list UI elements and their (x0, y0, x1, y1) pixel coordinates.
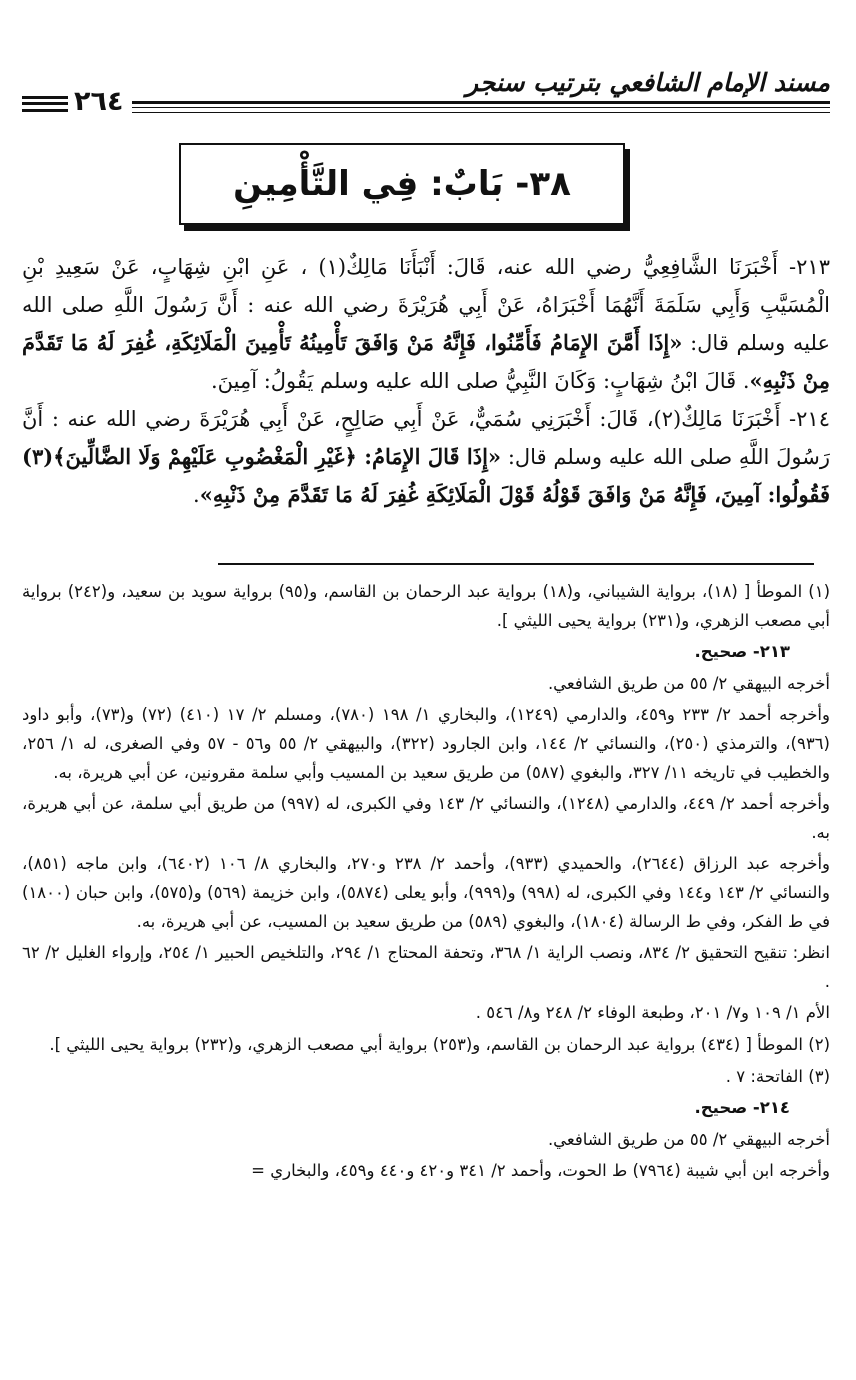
umm-reference: الأم ١/ ١٠٩ و٧/ ٢٠١، وطبعة الوفاء ٢/ ٢٤٨ و٨/ ٥٤٦ . (475, 1003, 830, 1023)
takhrij-214-1: أخرجه البيهقي ٢/ ٥٥ من طريق الشافعي. (547, 1129, 830, 1149)
references-213: انظر: تنقيح التحقيق ٢/ ٨٣٤، ونصب الراية ١/ ٣٦٨، وتحفة المحتاج ١/ ٢٩٤، والتلخيص الحبير ١/ ٢٥٤، وإرواء الغليل ٢/ ٦٢ . (22, 943, 830, 991)
takhrij-213-4: وأخرجه عبد الرزاق (٢٦٤٤)، والحميدي (٩٣٣)، وأحمد ٢/ ٢٣٨ و٢٧٠، والبخاري ٨/ ١٠٦ (٦٤٠٢)، وابن ماجه (٨٥١)، والنسائي ٢/ ١٤٣ و١٤٤ وفي الكبرى، له (٩٩٨) و(٩٩٩)، وأبو يعلى (٥٨٧٤)، وابن خزيمة (٥٦٩) و(٥٧٥)، وابن حبان (١٨٠٠) في ط الفكر، وفي ط الرسالة (١٨٠٤)، والبغوي (٥٨٩) من طريق سعيد بن المسيب، عن أبي هريرة، به. (22, 854, 830, 931)
running-title: مسند الإمام الشافعي بترتيب سنجر (466, 68, 830, 97)
chapter-title: ٣٨- بَابٌ: فِي التَّأْمِينِ (233, 164, 571, 204)
page-header (22, 68, 830, 118)
hadith-213-chain: ٢١٣- أَخْبَرَنَا الشَّافِعِيُّ رضي الله عنه، قَالَ: أَنْبَأَنَا مَالِكٌ(١) ، عَنِ ابْنِ شِهَابٍ، عَنْ سَعِيدِ بْنِ الْمُسَيَّبِ وَأَبِي سَلَمَةَ أَنَّهُمَا أَخْبَرَاهُ، عَنْ أَبِي هُرَيْرَةَ رضي الله عنه : أَنَّ رَسُولَ اللَّهِ صلى الله عليه وسلم قال: (22, 255, 830, 355)
grade-214: ٢١٤- صحيح. (694, 1098, 790, 1118)
footnote-1: (١) الموطأ [ (١٨)، برواية الشيباني، و(١٨) برواية عبد الرحمان بن القاسم، و(٩٥) برواية سويد بن سعيد، و(٢٤٢) برواية أبي مصعب الزهري، و(٢٣١) برواية يحيى الليثي ]. (22, 582, 830, 630)
takhrij-213-2: وأخرجه أحمد ٢/ ٢٣٣ و٤٥٩، والدارمي (١٢٤٩)، والبخاري ١/ ١٩٨ (٧٨٠)، ومسلم ٢/ ١٧ (٤١٠) (٧٢) و(٧٣)، وأبو داود (٩٣٦)، والترمذي (٢٥٠)، والنسائي ٢/ ١٤٤، وابن الجارود (٣٢٢)، والبيهقي ٢/ ٥٥ و٥٦ - ٥٧ وفي الصغرى، له ١/ ٢٥٦، والخطيب في تاريخه ١١/ ٣٢٧، والبغوي (٥٨٧) من طريق سعيد بن المسيب وأبي سلمة مقرونين، عن أبي هريرة، به. (22, 705, 830, 782)
takhrij-213-3: وأخرجه أحمد ٢/ ٤٤٩، والدارمي (١٢٤٨)، والنسائي ٢/ ١٤٣ وفي الكبرى، له (٩٩٧) من طريق أبي سلمة، عن أبي هريرة، به. (22, 794, 830, 842)
chapter-heading-box (179, 143, 625, 225)
hadith-214-matn: «إِذَا قَالَ الإِمَامُ: ﴿غَيْرِ الْمَغْضُوبِ عَلَيْهِمْ وَلَا الضَّالِّينَ﴾(٣) فَقُولُوا: آمِينَ، فَإِنَّهُ مَنْ وَافَقَ قَوْلُهُ قَوْلَ الْمَلَائِكَةِ غُفِرَ لَهُ مَا تَقَدَّمَ مِنْ ذَنْبِهِ» (22, 444, 830, 507)
footnote-2: (٢) الموطأ [ (٤٣٤) برواية عبد الرحمان بن القاسم، و(٢٥٣) برواية أبي مصعب الزهري، و(٢٣٢) برواية يحيى الليثي ]. (49, 1034, 830, 1054)
footnote-divider (218, 563, 814, 565)
hadith-213 (22, 248, 830, 400)
hadith-214-chain: ٢١٤- أَخْبَرَنَا مَالِكٌ(٢)، قَالَ: أَخْبَرَنِي سُمَيٌّ، عَنْ أَبِي صَالِحٍ، عَنْ أَبِي هُرَيْرَةَ رضي الله عنه : أَنَّ رَسُولَ اللَّهِ صلى الله عليه وسلم قال: (22, 407, 830, 469)
grade-213: ٢١٣- صحيح. (694, 642, 790, 662)
takhrij-214-2: وأخرجه ابن أبي شيبة (٧٩٦٤) ط الحوت، وأحمد ٢/ ٣٤١ و٤٢٠ و٤٤٠ و٤٥٩، والبخاري = (251, 1161, 830, 1181)
page-number-bars (22, 96, 68, 112)
hadith-214-after: . (193, 483, 200, 507)
header-rule (132, 101, 830, 108)
takhrij-213-1: أخرجه البيهقي ٢/ ٥٥ من طريق الشافعي. (547, 673, 830, 693)
header-rule-thin (132, 112, 830, 113)
page-number: ٢٦٤ (74, 86, 124, 117)
hadith-213-matn: «إِذَا أَمَّنَ الإِمَامُ فَأَمِّنُوا، فَإِنَّهُ مَنْ وَافَقَ تَأْمِينُهُ تَأْمِينَ الْمَلَائِكَةِ، غُفِرَ لَهُ مَا تَقَدَّمَ مِنْ ذَنْبِهِ» (22, 330, 830, 393)
footnote-3: (٣) الفاتحة: ٧ . (725, 1066, 830, 1086)
hadith-214 (22, 400, 830, 514)
hadith-text (22, 248, 830, 514)
hadith-213-after: . قَالَ ابْنُ شِهَابٍ: وَكَانَ النَّبِيُّ صلى الله عليه وسلم يَقُولُ: آمِينَ. (210, 369, 750, 393)
footnotes (22, 578, 830, 1189)
